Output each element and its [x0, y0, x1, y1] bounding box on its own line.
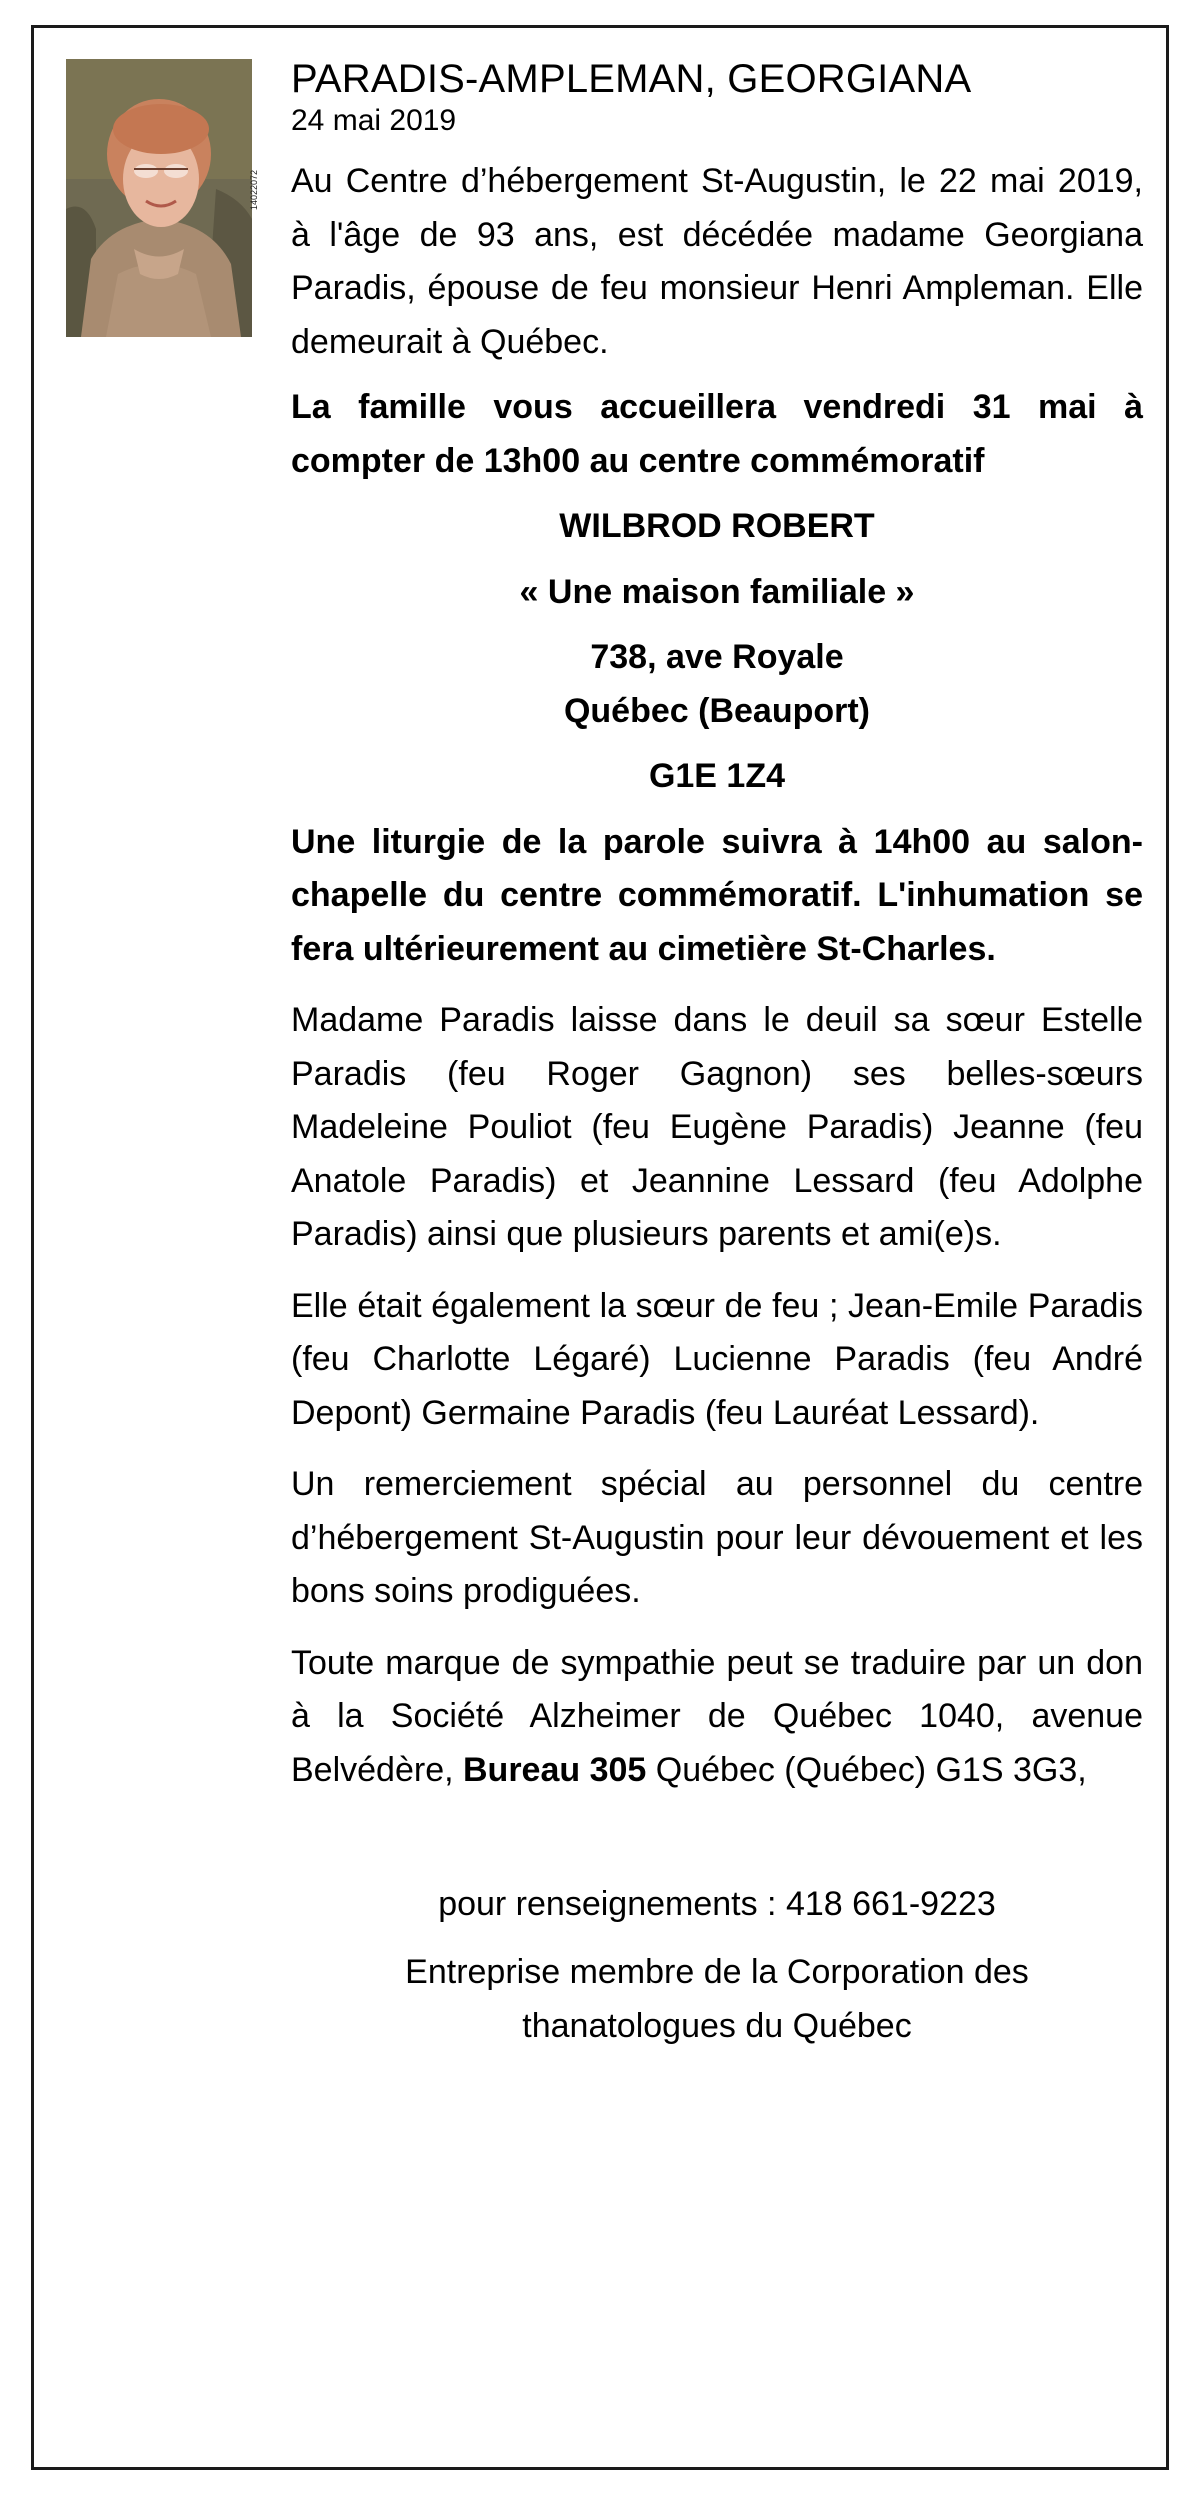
membership-statement: Entreprise membre de la Corporation des thanatologues du Québec	[405, 1953, 1029, 2045]
funeral-home-tagline: « Une maison familiale »	[519, 572, 915, 611]
notice-content	[291, 55, 1143, 2053]
survivors-paragraph: Madame Paradis laisse dans le deuil sa sœur Estelle Paradis (feu Roger Gagnon) ses belles-sœurs Madeleine Pouliot (feu Eugène Paradis) Jeanne (feu Anatole Paradis) et Jeannine Lessard (feu Adolphe Paradis) ainsi que plusieurs parents et ami(e)s.	[291, 1001, 1143, 1253]
address-street: 738, ave Royale	[590, 638, 844, 676]
predeceased-paragraph: Elle était également la sœur de feu ; Jean-Emile Paradis (feu Charlotte Légaré) Lucienne Paradis (feu André Depont) Germaine Paradis (feu Lauréat Lessard).	[291, 1286, 1143, 1432]
photo-reference-code: 14022072	[249, 170, 259, 211]
donation-paragraph	[291, 1637, 1143, 1798]
thanks-paragraph: Un remerciement spécial au personnel du centre d’hébergement St-Augustin pour leur dévouement et les bons soins prodiguées.	[291, 1465, 1143, 1610]
deceased-photo	[66, 59, 252, 337]
address-postal-code: G1E 1Z4	[648, 757, 786, 795]
contact-info: pour renseignements : 418 661-9223	[438, 1885, 996, 1923]
donation-text-end: Québec (Québec) G1S 3G3,	[646, 1750, 1087, 1789]
death-announcement: Au Centre d’hébergement St-Augustin, le 22 mai 2019, à l'âge de 93 ans, est décédée madame Georgiana Paradis, épouse de feu monsieur Henri Ampleman. Elle demeurait à Québec.	[291, 162, 1143, 361]
donation-text-start: Toute marque de sympathie peut se traduire par un don à la Société Alzheimer de Québec 1040, avenue Belvédère,	[291, 1643, 1143, 1789]
visitation-info: La famille vous accueillera vendredi 31 mai à compter de 13h00 au centre commémoratif	[291, 388, 1143, 480]
donation-office: Bureau 305	[463, 1750, 647, 1789]
publication-date: 24 mai 2019	[291, 104, 457, 137]
funeral-home-name: WILBROD ROBERT	[559, 507, 875, 545]
liturgy-info: Une liturgie de la parole suivra à 14h00 au salon-chapelle du centre commémoratif. L'inhumation se fera ultérieurement au cimetière St-Charles.	[291, 822, 1143, 968]
address-city: Québec (Beauport)	[563, 691, 871, 730]
deceased-name: PARADIS-AMPLEMAN, GEORGIANA	[291, 57, 972, 101]
